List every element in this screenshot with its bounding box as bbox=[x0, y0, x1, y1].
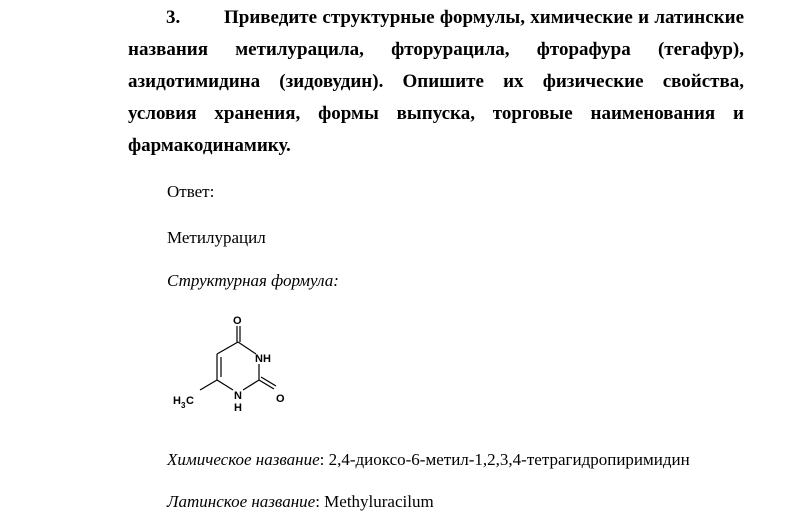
atom-methyl-h: H bbox=[173, 395, 181, 407]
bond-c2-o bbox=[259, 380, 274, 389]
atom-o-top: O bbox=[233, 315, 242, 327]
question-text: Приведите структурные формулы, химические и латинские названия метилурацила, фторурацила, фторафура (тегафур), азидотимидина (зидовудин). Опишите их физические свойства, условия хранения, формы выпуска, торговые наименования и фармакодинамику. bbox=[128, 7, 744, 156]
bond-c6-methyl bbox=[200, 380, 217, 390]
chemical-name-line bbox=[167, 450, 690, 470]
bond-c4-c5 bbox=[217, 342, 238, 354]
bond-n1-c2 bbox=[243, 380, 259, 390]
question-number: 3. bbox=[166, 7, 181, 28]
compound-name: Метилурацил bbox=[167, 228, 266, 247]
chemical-name-label: Химическое название bbox=[167, 450, 320, 469]
question-paragraph bbox=[128, 2, 744, 162]
latin-name-label: Латинское название bbox=[167, 492, 316, 511]
latin-name-value: : Methyluracilum bbox=[315, 492, 434, 511]
chemical-name-value: : 2,4-диоксо-6-метил-1,2,3,4-тетрагидропиримидин bbox=[319, 450, 690, 469]
bond-c6-n1 bbox=[217, 380, 233, 390]
atom-n-bottom: N bbox=[234, 390, 242, 402]
structural-formula-diagram bbox=[170, 310, 300, 420]
atom-o-right: O bbox=[276, 393, 285, 405]
bond-c2-o-double bbox=[261, 377, 276, 386]
atom-h-bottom: H bbox=[234, 402, 242, 414]
atom-methyl-subscript: 3 bbox=[181, 401, 186, 410]
atom-nh-right: NH bbox=[255, 353, 271, 365]
latin-name-line bbox=[167, 492, 434, 512]
atom-methyl-c: C bbox=[186, 395, 194, 407]
answer-label: Ответ: bbox=[167, 182, 215, 201]
structural-formula-label: Структурная формула: bbox=[167, 271, 339, 290]
bond-c4-n3 bbox=[238, 342, 256, 354]
